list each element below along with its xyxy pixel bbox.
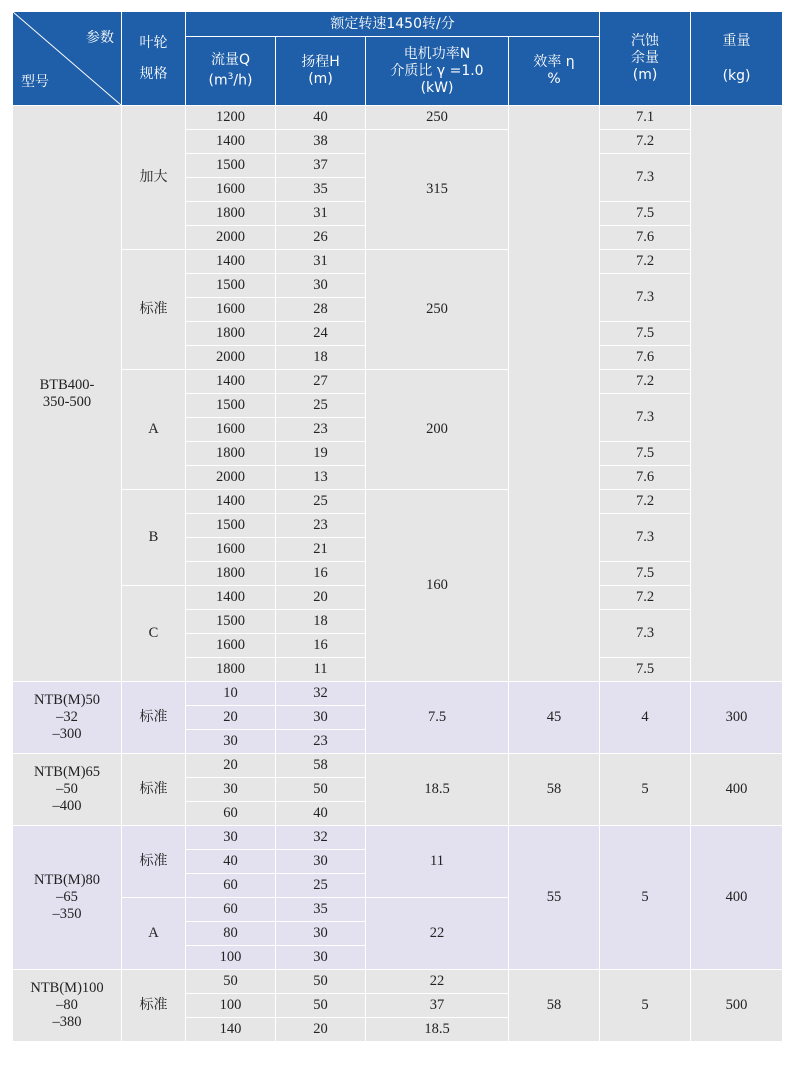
head-cell: 31	[276, 250, 366, 274]
power-cell: 18.5	[366, 754, 509, 826]
flow-cell: 1600	[186, 418, 276, 442]
head-cell: 40	[276, 802, 366, 826]
flow-cell: 1400	[186, 250, 276, 274]
model-cell-ntb100: NTB(M)100 –80 –380	[13, 970, 122, 1042]
efficiency-cell	[509, 106, 600, 682]
head-header: 扬程H (m)	[276, 37, 366, 106]
npsh-cell: 7.3	[600, 394, 691, 442]
flow-cell: 1600	[186, 178, 276, 202]
table-row	[13, 754, 783, 778]
power-cell: 315	[366, 130, 509, 250]
head-cell: 30	[276, 922, 366, 946]
head-cell: 25	[276, 874, 366, 898]
flow-cell: 1800	[186, 322, 276, 346]
table-row	[13, 826, 783, 850]
flow-cell: 30	[186, 826, 276, 850]
flow-cell: 1800	[186, 658, 276, 682]
npsh-cell: 7.6	[600, 346, 691, 370]
head-cell: 35	[276, 178, 366, 202]
flow-cell: 1800	[186, 202, 276, 226]
head-cell: 35	[276, 898, 366, 922]
head-cell: 32	[276, 826, 366, 850]
head-cell: 25	[276, 394, 366, 418]
head-cell: 38	[276, 130, 366, 154]
flow-cell: 1400	[186, 586, 276, 610]
impeller-cell: 标准	[122, 250, 186, 370]
head-cell: 20	[276, 1018, 366, 1042]
weight-header: 重量 (kg)	[691, 12, 783, 106]
npsh-cell: 7.5	[600, 562, 691, 586]
impeller-cell: 标准	[122, 970, 186, 1042]
flow-cell: 80	[186, 922, 276, 946]
head-cell: 30	[276, 274, 366, 298]
table-row	[13, 370, 783, 394]
flow-cell: 30	[186, 778, 276, 802]
head-cell: 18	[276, 610, 366, 634]
head-cell: 26	[276, 226, 366, 250]
efficiency-header: 效率 η %	[509, 37, 600, 106]
npsh-header: 汽蚀 余量 (m)	[600, 12, 691, 106]
efficiency-cell: 58	[509, 970, 600, 1042]
weight-cell: 400	[691, 754, 783, 826]
head-cell: 21	[276, 538, 366, 562]
head-cell: 16	[276, 562, 366, 586]
npsh-cell: 7.5	[600, 442, 691, 466]
npsh-cell: 7.2	[600, 250, 691, 274]
corner-param-label: 参数	[86, 30, 114, 46]
flow-cell: 1600	[186, 634, 276, 658]
model-cell-ntb80: NTB(M)80 –65 –350	[13, 826, 122, 970]
flow-cell: 1200	[186, 106, 276, 130]
head-cell: 30	[276, 706, 366, 730]
flow-cell: 1500	[186, 154, 276, 178]
impeller-cell: A	[122, 898, 186, 970]
head-cell: 50	[276, 970, 366, 994]
power-cell: 250	[366, 106, 509, 130]
flow-cell: 60	[186, 874, 276, 898]
flow-cell: 2000	[186, 346, 276, 370]
weight-cell	[691, 106, 783, 682]
head-cell: 23	[276, 418, 366, 442]
head-cell: 31	[276, 202, 366, 226]
npsh-cell: 7.3	[600, 274, 691, 322]
flow-cell: 1500	[186, 610, 276, 634]
model-cell-ntb65: NTB(M)65 –50 –400	[13, 754, 122, 826]
head-cell: 58	[276, 754, 366, 778]
flow-cell: 10	[186, 682, 276, 706]
power-cell: 37	[366, 994, 509, 1018]
head-cell: 18	[276, 346, 366, 370]
impeller-spec-header: 叶轮 规格	[122, 12, 186, 106]
head-cell: 19	[276, 442, 366, 466]
weight-cell: 300	[691, 682, 783, 754]
impeller-cell: 标准	[122, 754, 186, 826]
flow-cell: 1400	[186, 130, 276, 154]
head-cell: 28	[276, 298, 366, 322]
npsh-cell: 7.1	[600, 106, 691, 130]
pump-performance-table	[12, 11, 783, 1042]
flow-cell: 60	[186, 898, 276, 922]
impeller-cell: A	[122, 370, 186, 490]
flow-cell: 100	[186, 946, 276, 970]
flow-cell: 60	[186, 802, 276, 826]
flow-cell: 1800	[186, 562, 276, 586]
flow-cell: 1400	[186, 490, 276, 514]
table-row	[13, 106, 783, 130]
flow-cell: 1600	[186, 298, 276, 322]
npsh-cell: 7.5	[600, 658, 691, 682]
impeller-cell: 加大	[122, 106, 186, 250]
flow-cell: 1500	[186, 514, 276, 538]
npsh-cell: 7.2	[600, 586, 691, 610]
flow-cell: 20	[186, 754, 276, 778]
impeller-cell: C	[122, 586, 186, 682]
flow-cell: 30	[186, 730, 276, 754]
power-cell: 250	[366, 250, 509, 370]
flow-cell: 2000	[186, 466, 276, 490]
table-row	[13, 970, 783, 994]
diagonal-divider	[13, 12, 121, 105]
corner-header-cell	[13, 12, 122, 106]
head-cell: 13	[276, 466, 366, 490]
flow-cell: 100	[186, 994, 276, 1018]
table-row	[13, 490, 783, 514]
power-header: 电机功率N 介质比 γ =1.0 (kW)	[366, 37, 509, 106]
impeller-cell: B	[122, 490, 186, 586]
npsh-cell: 7.2	[600, 130, 691, 154]
flow-cell: 1500	[186, 394, 276, 418]
npsh-cell: 7.3	[600, 610, 691, 658]
npsh-cell: 7.6	[600, 466, 691, 490]
head-cell: 20	[276, 586, 366, 610]
model-cell-ntb50: NTB(M)50 –32 –300	[13, 682, 122, 754]
rated-speed-header: 额定转速1450转/分	[186, 12, 600, 37]
npsh-cell: 7.3	[600, 514, 691, 562]
weight-cell: 400	[691, 826, 783, 970]
npsh-cell: 7.5	[600, 202, 691, 226]
head-cell: 37	[276, 154, 366, 178]
npsh-cell: 7.6	[600, 226, 691, 250]
power-cell: 11	[366, 826, 509, 898]
head-cell: 50	[276, 994, 366, 1018]
flow-cell: 50	[186, 970, 276, 994]
npsh-cell: 7.2	[600, 490, 691, 514]
npsh-cell: 4	[600, 682, 691, 754]
flow-cell: 1500	[186, 274, 276, 298]
flow-cell: 1800	[186, 442, 276, 466]
head-cell: 50	[276, 778, 366, 802]
table-row	[13, 250, 783, 274]
flow-cell: 1400	[186, 370, 276, 394]
flow-cell: 1600	[186, 538, 276, 562]
flow-cell: 40	[186, 850, 276, 874]
head-cell: 23	[276, 730, 366, 754]
head-cell: 30	[276, 850, 366, 874]
npsh-cell: 7.3	[600, 154, 691, 202]
power-cell: 7.5	[366, 682, 509, 754]
power-cell: 22	[366, 898, 509, 970]
efficiency-cell: 55	[509, 826, 600, 970]
power-cell: 22	[366, 970, 509, 994]
npsh-cell: 5	[600, 826, 691, 970]
impeller-cell: 标准	[122, 682, 186, 754]
flow-cell: 20	[186, 706, 276, 730]
flow-cell: 2000	[186, 226, 276, 250]
flow-cell: 140	[186, 1018, 276, 1042]
power-cell: 18.5	[366, 1018, 509, 1042]
flow-header: 流量Q $(m^3/h)$	[186, 37, 276, 106]
table-header	[13, 12, 783, 106]
power-cell: 160	[366, 490, 509, 682]
head-cell: 40	[276, 106, 366, 130]
head-cell: 30	[276, 946, 366, 970]
npsh-cell: 5	[600, 754, 691, 826]
head-cell: 32	[276, 682, 366, 706]
table-body	[13, 106, 783, 1042]
head-cell: 11	[276, 658, 366, 682]
corner-model-label: 型号	[21, 74, 49, 90]
power-cell: 200	[366, 370, 509, 490]
head-cell: 23	[276, 514, 366, 538]
npsh-cell: 7.2	[600, 370, 691, 394]
model-cell-btb400: BTB400- 350-500	[13, 106, 122, 682]
impeller-cell: 标准	[122, 826, 186, 898]
table-row	[13, 682, 783, 706]
efficiency-cell: 58	[509, 754, 600, 826]
efficiency-cell: 45	[509, 682, 600, 754]
head-cell: 27	[276, 370, 366, 394]
head-cell: 24	[276, 322, 366, 346]
weight-cell: 500	[691, 970, 783, 1042]
npsh-cell: 7.5	[600, 322, 691, 346]
head-cell: 25	[276, 490, 366, 514]
head-cell: 16	[276, 634, 366, 658]
npsh-cell: 5	[600, 970, 691, 1042]
